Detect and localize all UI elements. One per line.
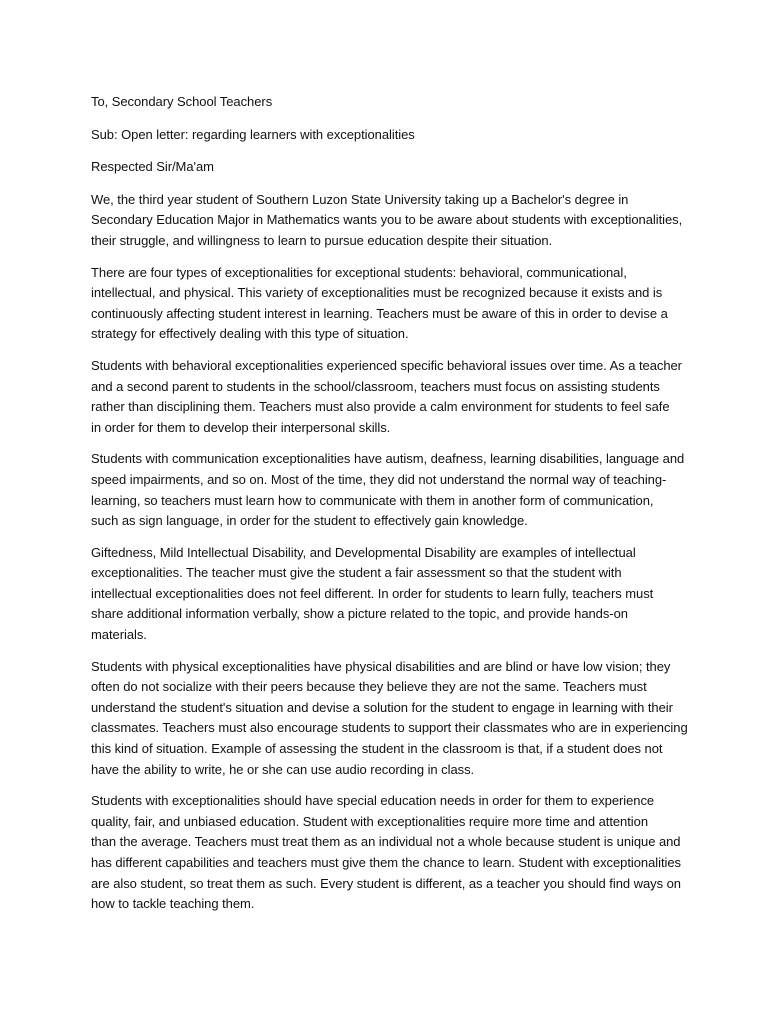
paragraph-line: materials.: [91, 627, 147, 643]
letter-page: [91, 92, 687, 915]
paragraph-line: Secondary Education Major in Mathematics wants you to be aware about students with exceptionalities,: [91, 212, 683, 228]
paragraph-line: quality, fair, and unbiased education. Student with exceptionalities require more time and attention: [91, 813, 648, 829]
paragraph-types: [91, 263, 687, 345]
salutation: Respected Sir/Ma'am: [91, 159, 214, 175]
paragraph-line: this kind of situation. Example of assessing the student in the classroom is that, if a student does not: [91, 741, 663, 757]
paragraph-behavioral: [91, 356, 687, 438]
paragraph-line: such as sign language, in order for the student to effectively gain knowledge.: [91, 513, 528, 529]
paragraph-line: in order for them to develop their interpersonal skills.: [91, 419, 391, 435]
paragraph-line: strategy for effectively dealing with this type of situation.: [91, 326, 409, 342]
paragraph-line: have the ability to write, he or she can use audio recording in class.: [91, 761, 475, 777]
paragraph-line: rather than disciplining them. Teachers must also provide a calm environment for students to feel safe: [91, 399, 670, 415]
paragraph-line: exceptionalities. The teacher must give the student a fair assessment so that the student with: [91, 565, 622, 581]
paragraph-physical: [91, 657, 687, 781]
paragraph-line: how to tackle teaching them.: [91, 896, 255, 912]
paragraph-line: Students with behavioral exceptionalities experienced specific behavioral issues over time. As a teacher: [91, 357, 682, 373]
paragraph-line: share additional information verbally, show a picture related to the topic, and provide hands-on: [91, 606, 628, 622]
paragraph-line: Students with communication exceptionalities have autism, deafness, learning disabilities, language and: [91, 451, 685, 467]
paragraph-intellectual: [91, 543, 687, 646]
paragraph-line: classmates. Teachers must also encourage students to support their classmates who are in experiencing: [91, 720, 688, 736]
paragraph-line: intellectual, and physical. This variety of exceptionalities must be recognized because it exists and is: [91, 285, 663, 301]
paragraph-line: intellectual exceptionalities does not feel different. In order for students to learn fully, teachers must: [91, 585, 654, 601]
paragraph-line: Students with physical exceptionalities have physical disabilities and are blind or have low vision; they: [91, 658, 671, 674]
paragraph-line: speed impairments, and so on. Most of the time, they did not understand the normal way of teaching-: [91, 471, 667, 487]
paragraph-introduction: [91, 190, 687, 252]
paragraph-conclusion: [91, 791, 687, 915]
paragraph-line: are also student, so treat them as such. Every student is different, as a teacher you should find ways on: [91, 875, 681, 891]
paragraph-line: learning, so teachers must learn how to communicate with them in another form of communication,: [91, 492, 654, 508]
paragraph-line: often do not socialize with their peers because they believe they are not the same. Teachers must: [91, 679, 647, 695]
paragraph-line: Students with exceptionalities should have special education needs in order for them to experience: [91, 793, 655, 809]
paragraph-line: continuously affecting student interest in learning. Teachers must be aware of this in order to devise a: [91, 305, 668, 321]
paragraph-line: There are four types of exceptionalities for exceptional students: behavioral, communicational,: [91, 264, 627, 280]
paragraph-line: We, the third year student of Southern Luzon State University taking up a Bachelor's degree in: [91, 191, 629, 207]
subject-line: Sub: Open letter: regarding learners with exceptionalities: [91, 126, 415, 142]
paragraph-line: understand the student's situation and devise a solution for the student to engage in learning with their: [91, 699, 673, 715]
paragraph-line: their struggle, and willingness to learn to pursue education despite their situation.: [91, 232, 553, 248]
paragraph-line: Giftedness, Mild Intellectual Disability, and Developmental Disability are examples of intellectual: [91, 544, 636, 560]
recipient-line: To, Secondary School Teachers: [91, 94, 273, 109]
paragraph-line: than the average. Teachers must treat them as an individual not a whole because student is unique and: [91, 834, 681, 850]
paragraph-communication: [91, 449, 687, 531]
paragraph-line: and a second parent to students in the school/classroom, teachers must focus on assisting students: [91, 378, 660, 394]
paragraph-line: has different capabilities and teachers must give them the chance to learn. Student with exceptionalities: [91, 855, 681, 870]
